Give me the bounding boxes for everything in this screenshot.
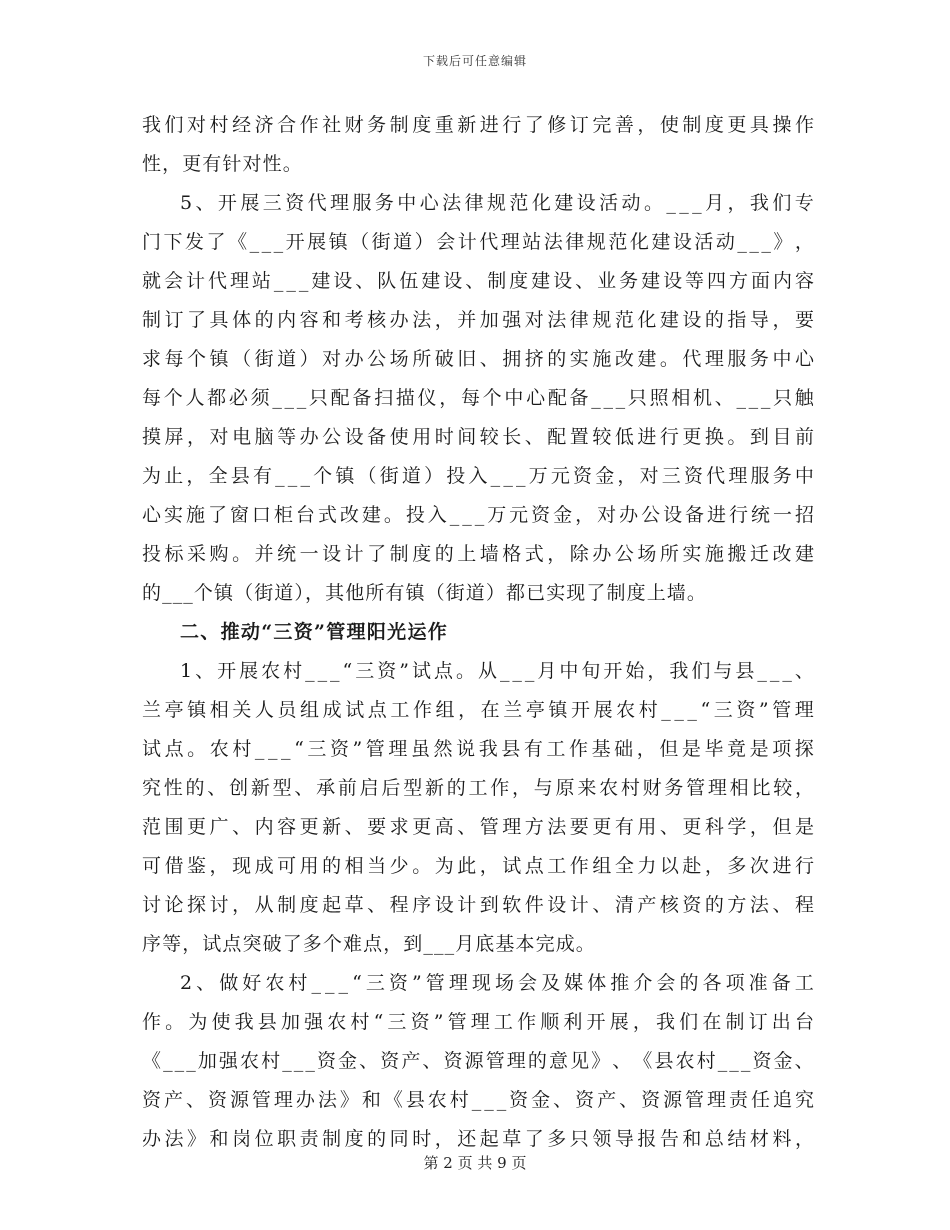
text-line: 门 下 发 了 《 _ _ _ 开 展 镇 （ 街 道 ） 会 计 代 理 站 法 律 规 范 化 建 设 活 动 _ _ _ 》 ， (142, 231, 814, 253)
page-footer: 第 2 页 共 9 页 (423, 1154, 527, 1172)
text-line: 性，更有针对性。 (142, 153, 303, 175)
text-line: 为 止 ， 全 县 有 _ _ _ 个 镇 （ 街 道 ） 投 入 _ _ _ 万 元 资 金 ， 对 三 资 代 理 服 务 中 (142, 465, 814, 487)
text-line: 讨 论 探 讨 ， 从 制 度 起 草 、 程 序 设 计 到 软 件 设 计 、 清 产 核 资 的 方 法 、 程 (142, 894, 814, 916)
text-line: 的___个镇（街道），其他所有镇（街道）都已实现了制度上墙。 (142, 582, 708, 604)
text-line: 范 围 更 广 、 内 容 更 新 、 要 求 更 高 、 管 理 方 法 要 更 有 用 、 更 科 学 ， 但 是 (142, 816, 814, 838)
text-line: 试 点 。 农 村 _ _ _ “ 三 资 ” 管 理 虽 然 说 我 县 有 工 作 基 础 ， 但 是 毕 竟 是 项 探 (142, 738, 814, 760)
text-line: 办 法 》 和 岗 位 职 责 制 度 的 同 时 ， 还 起 草 了 多 只 领 导 报 告 和 总 结 材 料 ， (142, 1128, 814, 1150)
text-line: 投 标 采 购 。 并 统 一 设 计 了 制 度 的 上 墙 格 式 ， 除 办 公 场 所 实 施 搬 迁 改 建 (142, 543, 814, 565)
text-line: 1 、 开 展 农 村 _ _ _ “ 三 资 ” 试 点 。 从 _ _ _ 月 中 旬 开 始 ， 我 们 与 县 _ _ _ 、 (180, 660, 814, 682)
text-line: 求 每 个 镇 （ 街 道 ） 对 办 公 场 所 破 旧 、 拥 挤 的 实 施 改 建 。 代 理 服 务 中 心 (142, 348, 814, 370)
section-heading: 二、推动“三资”管理阳光运作 (180, 621, 449, 643)
page-header: 下载后可任意编辑 (422, 54, 527, 68)
text-line: 资 产 、 资 源 管 理 办 法 》 和 《 县 农 村 _ _ _ 资 金 、 资 产 、 资 源 管 理 责 任 追 究 (142, 1089, 814, 1111)
text-line: 兰 亭 镇 相 关 人 员 组 成 试 点 工 作 组 ， 在 兰 亭 镇 开 展 农 村 _ _ _ “ 三 资 ” 管 理 (142, 699, 814, 721)
text-line: 心 实 施 了 窗 口 柜 台 式 改 建 。 投 入 _ _ _ 万 元 资 金 ， 对 办 公 设 备 进 行 统 一 招 (142, 504, 814, 526)
text-line: 我 们 对 村 经 济 合 作 社 财 务 制 度 重 新 进 行 了 修 订 完 善 ， 使 制 度 更 具 操 作 (142, 114, 814, 136)
text-line: 5 、 开 展 三 资 代 理 服 务 中 心 法 律 规 范 化 建 设 活 动 。 _ _ _ 月 ， 我 们 专 (180, 192, 814, 214)
text-line: 制 订 了 具 体 的 内 容 和 考 核 办 法 ， 并 加 强 对 法 律 规 范 化 建 设 的 指 导 ， 要 (142, 309, 814, 331)
text-line: 《 _ _ _ 加 强 农 村 _ _ _ 资 金 、 资 产 、 资 源 管 理 的 意 见 》 、 《 县 农 村 _ _ _ 资 金 、 (142, 1050, 814, 1072)
text-line: 摸 屏 ， 对 电 脑 等 办 公 设 备 使 用 时 间 较 长 、 配 置 较 低 进 行 更 换 。 到 目 前 (142, 426, 814, 448)
text-line: 作 。 为 使 我 县 加 强 农 村 “ 三 资 ” 管 理 工 作 顺 利 开 展 ， 我 们 在 制 订 出 台 (142, 1011, 814, 1033)
text-line: 就 会 计 代 理 站 _ _ _ 建 设 、 队 伍 建 设 、 制 度 建 设 、 业 务 建 设 等 四 方 面 内 容 (142, 270, 814, 292)
text-line: 序等，试点突破了多个难点，到___月底基本完成。 (142, 933, 596, 955)
document-body (142, 106, 814, 1159)
text-line: 2 、 做 好 农 村 _ _ _ “ 三 资 ” 管 理 现 场 会 及 媒 体 推 介 会 的 各 项 准 备 工 (180, 972, 814, 994)
text-line: 究 性 的 、 创 新 型 、 承 前 启 后 型 新 的 工 作 ， 与 原 来 农 村 财 务 管 理 相 比 较 ， (142, 777, 814, 799)
text-line: 每 个 人 都 必 须 _ _ _ 只 配 备 扫 描 仪 ， 每 个 中 心 配 备 _ _ _ 只 照 相 机 、 _ _ _ 只 触 (142, 387, 814, 409)
text-line: 可 借 鉴 ， 现 成 可 用 的 相 当 少 。 为 此 ， 试 点 工 作 组 全 力 以 赴 ， 多 次 进 行 (142, 855, 814, 877)
